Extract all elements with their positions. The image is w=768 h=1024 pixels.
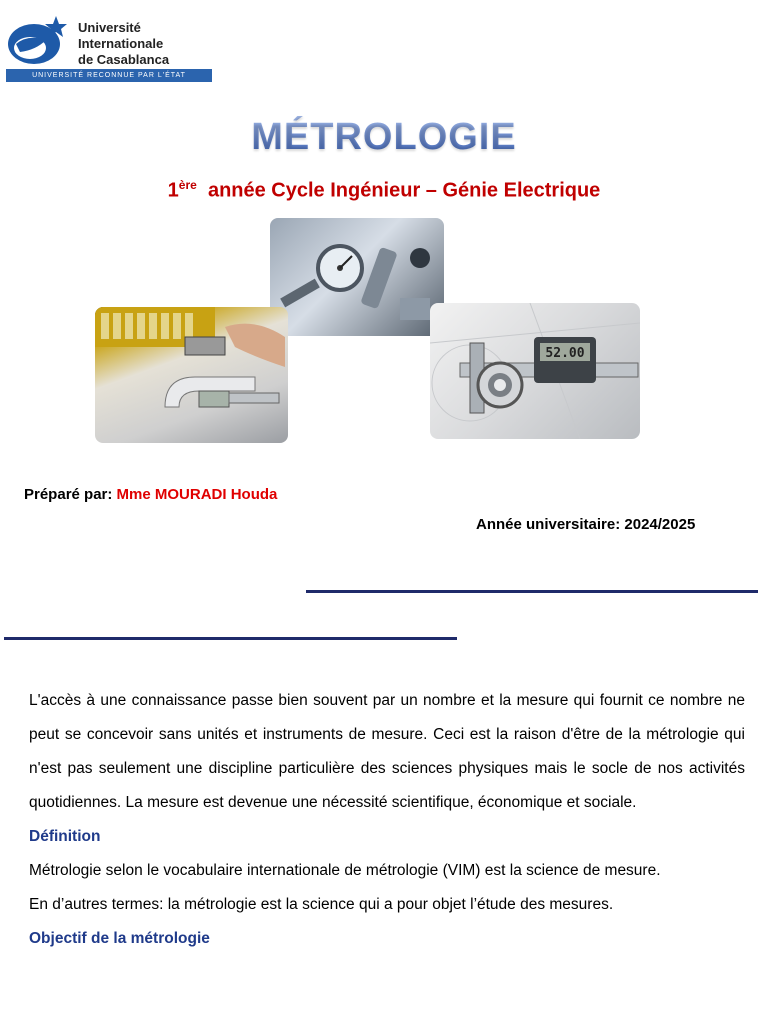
subtitle-ordinal: 1 (167, 179, 179, 202)
academic-year: Année universitaire: 2024/2025 (476, 516, 696, 533)
definition-paragraph-1: Métrologie selon le vocabulaire internationale de métrologie (VIM) est la science de mesure. (29, 862, 661, 879)
objective-heading: Objectif de la métrologie (29, 930, 210, 947)
university-name: Université Internationale de Casablanca (78, 20, 170, 67)
micrometer-gauge-blocks-photo (95, 307, 288, 443)
divider-right (306, 590, 758, 593)
university-tagline: UNIVERSITÉ RECONNUE PAR L'ÉTAT (6, 69, 212, 82)
prepared-label: Préparé par: (24, 486, 117, 503)
subtitle-ordinal-suffix: ère (178, 178, 197, 192)
page-title: MÉTROLOGIE (0, 116, 768, 159)
subtitle-text: année Cycle Ingénieur – Génie Electrique (196, 179, 601, 202)
definition-paragraph-2: En d’autres termes: la métrologie est la science qui a pour objet l’étude des mesures. (29, 896, 614, 913)
globe-star-icon (6, 14, 72, 66)
definition-heading: Définition (29, 828, 101, 845)
university-logo (6, 12, 216, 84)
digital-caliper-bearing-photo (430, 303, 640, 439)
caliper-display: 52.00 (545, 346, 585, 361)
subtitle (0, 178, 768, 203)
measuring-instruments-photo (270, 218, 444, 336)
body-text (29, 684, 745, 956)
prepared-by (24, 486, 277, 503)
divider-left (4, 637, 457, 640)
author-name: Mme MOURADI Houda (116, 486, 278, 503)
intro-paragraph: L'accès à une connaissance passe bien souvent par un nombre et la mesure qui fournit ce nombre ne peut se concevoir sans unités et instruments de mesure. Ceci est la raison d'être de la métrologie qui n'est pas seulement une discipline particulière des sciences physiques mais le socle de nos activités quotidiennes. La mesure est devenue une nécessité scientifique, économique et sociale. (29, 692, 745, 811)
